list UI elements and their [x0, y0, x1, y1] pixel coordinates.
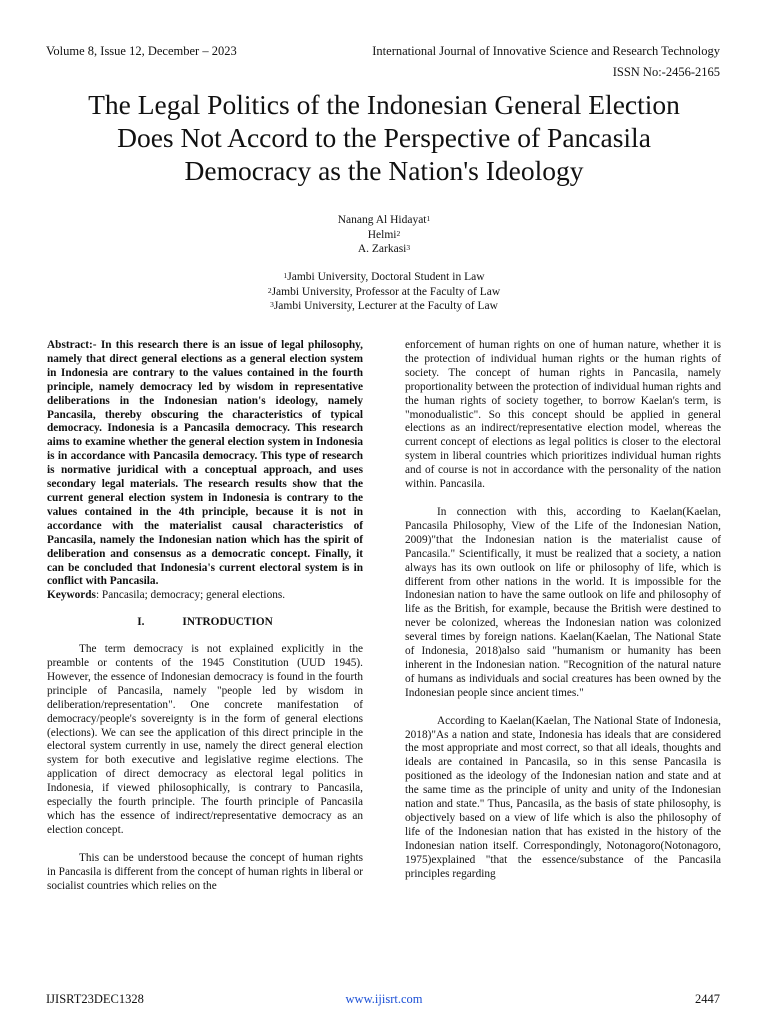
- affiliation: $^2$Jambi University, Professor at the Faculty of Law: [267, 285, 501, 298]
- affiliation: $^1$Jambi University, Doctoral Student in Law: [283, 271, 485, 283]
- section-heading: I. INTRODUCTION: [137, 616, 273, 629]
- author: Helmi$^2$: [367, 228, 401, 241]
- right-column: [405, 339, 721, 882]
- author: Nanang Al Hidayat$^1$: [337, 214, 431, 226]
- author-list: [0, 213, 768, 257]
- body-paragraph: According to Kaelan(Kaelan, The National State of Indonesia, 2018)"As a nation and state, Indonesia has ideals that are considered the most appropriate and most correct, so that all ideals, thoughts and ideals are contained in Pancasila, so in this sense Pancasila is positioned as the ideology of the Indonesian nation and state and at the same time as the principle of unity and unity of the Indonesian nation and state." Thus, Pancasila, as the basis of state philosophy, is objectively based on a view of life which is also the philosophy of life of the Indonesian nation that has existed in the history of the Indonesian nation itself. Correspondingly, Notonagoro(Notonagoro, 1975)explained "that the essence/substance of the Pancasila principles regarding: [405, 714, 721, 880]
- affiliation: $^3$Jambi University, Lecturer at the Faculty of Law: [270, 300, 498, 312]
- body-paragraph: This can be understood because the concept of human rights in Pancasila is different from the concept of human rights in liberal or socialist countries which relies on the: [47, 851, 363, 892]
- paper-title-line: The Legal Politics of the Indonesian General Election: [88, 89, 680, 120]
- left-column: [47, 339, 363, 894]
- body-paragraph: enforcement of human rights on one of human nature, whether it is the protection of individual human rights or the human rights of society. The concept of human rights in Pancasila, namely proportionality between the protection of individual human rights and the human rights of society together, to borrow Kaelan's term, is "monodualistic". So this concept should be applied in general elections as an indirect/representative election model, whereas the current concept of elections as legal politics is closer to the electoral system in liberal countries which prioritizes individual human rights and of course is not in accordance with the personality of the nation within. Pancasila.: [405, 339, 721, 491]
- paper-title-line: Democracy as the Nation's Ideology: [184, 155, 584, 186]
- page-number: 2447: [695, 992, 720, 1006]
- body-paragraph: The term democracy is not explained explicitly in the preamble or contents of the 1945 Constitution (UUD 1945). However, the essence of Indonesian democracy is found in the fourth principle of Pancasila, namely "people led by wisdom in deliberation/representation". One concrete manifestation of democracy/people's sovereignty is in the form of general elections (elections). We can see the application of this direct principle in the electoral system currently in use, namely the direct general election system for both executive and legislative regime elections. The application of direct democracy as electoral legal politics in Indonesia, if viewed philosophically, is contrary to Pancasila, especially the fourth principle. The fourth principle of Pancasila which has the essence of indirect/representative democracy as an election concept.: [47, 643, 363, 836]
- footer-paper-id: IJISRT23DEC1328: [46, 992, 144, 1006]
- body-paragraph: In connection with this, according to Kaelan(Kaelan, Pancasila Philosophy, View of the Life of the Indonesian Nation, 2009)"that the Indonesian nation is the materialist cause of Pancasila." Scientifically, it must be realized that a society, a nation always has its own outlook on life or philosophy of life, which is different from other nations in the world. It is impossible for the Indonesian nation to have the same outlook on life and philosophy of life as the British, for example, because the British were destined to never be colonized, whereas the Indonesian nation was colonized several times by foreign nations. Kaelan(Kaelan, The National State of Indonesia, 2018)also said "humanism or humanity has been inherent in the Indonesian nation. "Recognition of the natural nature of humans as individuals and social creatures has been owned by the Indonesian people since ancient times.": [405, 505, 721, 699]
- abstract: Abstract:- In this research there is an issue of legal philosophy, namely that direct general elections as a general election system in Indonesia are contrary to the values contained in the fourth principle, namely democracy led by wisdom in representative deliberations in the Indonesian nation's ideology, namely Pancasila, thereby obscuring the characteristics of typical democracy. Indonesia is a Pancasila democracy. This research aims to examine whether the general election system in Indonesia is in accordance with Pancasila democracy. This type of research is normative juridical with a conceptual approach, and uses secondary legal materials. The research results show that the current general election system in Indonesia is contrary to the values contained in the 4th principle, because it is not in accordance with the materialist causal characteristics of Pancasila, namely the Indonesian nation which has the spirit of deliberation and consensus as a democratic concept. Finally, it can be concluded that Indonesia's current electoral system is in conflict with Pancasila.: [47, 339, 363, 588]
- author: A. Zarkasi$^3$: [357, 243, 411, 255]
- footer-url-link[interactable]: www.ijisrt.com: [345, 992, 423, 1006]
- paper-title-line: Does Not Accord to the Perspective of Pancasila: [117, 122, 651, 153]
- header-journal: International Journal of Innovative Science and Research Technology: [372, 44, 720, 58]
- header-volume: Volume 8, Issue 12, December – 2023: [46, 44, 237, 58]
- header-issn: ISSN No:-2456-2165: [612, 65, 720, 79]
- keywords: Keywords: Pancasila; democracy; general elections.: [47, 589, 286, 602]
- affiliation-list: [0, 270, 768, 314]
- paper-title: [40, 88, 728, 187]
